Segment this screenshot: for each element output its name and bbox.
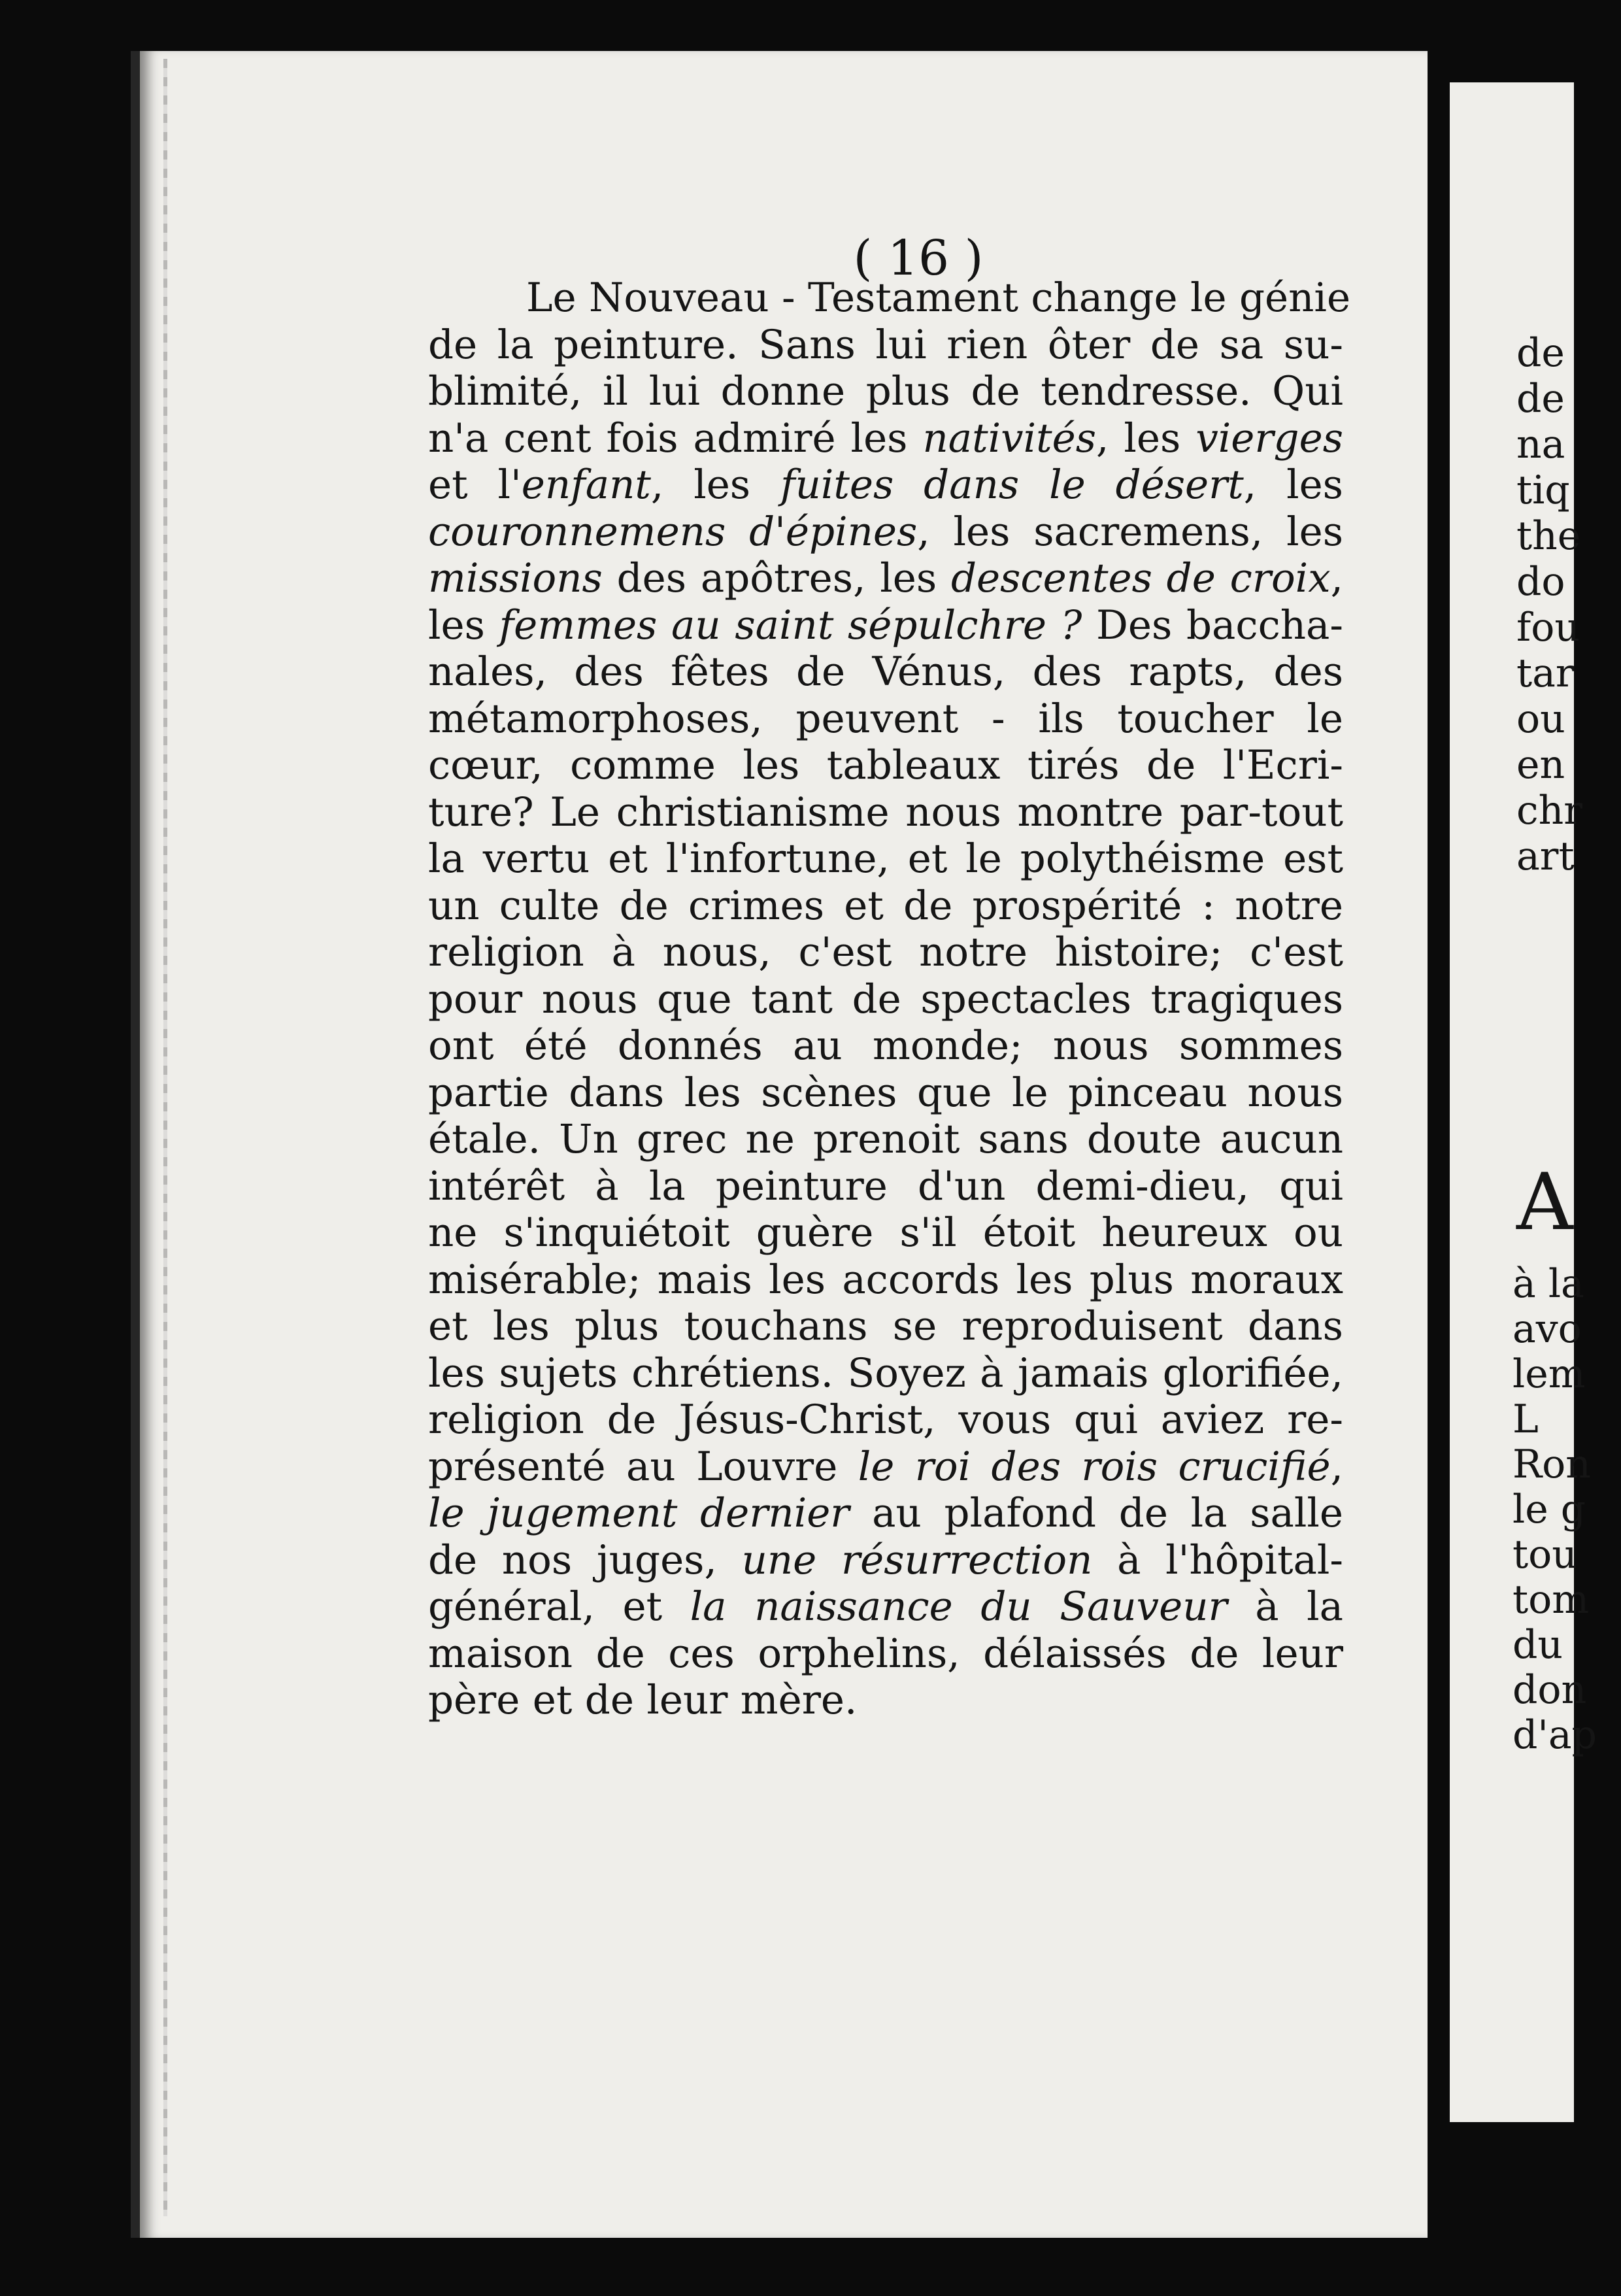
right-page-fragments-bottom xyxy=(1512,1262,1617,1758)
text-line xyxy=(428,1443,1343,1491)
text-line xyxy=(428,275,1351,322)
text-run: , xyxy=(1330,555,1343,601)
text-run: de nos juges, xyxy=(428,1536,742,1583)
right-page-fragments-top xyxy=(1516,330,1621,879)
text-run: blimité, il lui donne plus de tendresse. Qui xyxy=(428,368,1343,414)
text-line xyxy=(428,462,1343,509)
fragment: de xyxy=(1516,330,1565,376)
fragment: tar xyxy=(1516,650,1575,696)
text-line xyxy=(428,1537,1343,1584)
text-line xyxy=(428,415,1343,462)
text-run: n'a cent fois admiré les xyxy=(428,414,923,462)
text-line xyxy=(428,1396,1343,1443)
fragment: de xyxy=(1516,376,1565,422)
body-text xyxy=(428,275,1351,1724)
text-line xyxy=(428,1583,1343,1630)
text-run: Des baccha- xyxy=(1082,601,1344,649)
text-run: de la peinture. Sans lui rien ôter de sa su- xyxy=(428,321,1343,368)
text-line xyxy=(428,602,1343,649)
text-line xyxy=(428,836,1343,883)
italic-run: femmes au saint sépulchre ? xyxy=(499,601,1082,649)
text-run: la vertu et l'infortune, et le polythéisme est xyxy=(428,836,1343,882)
italic-run: enfant xyxy=(521,462,651,508)
text-run: les xyxy=(428,601,499,649)
fragment: the xyxy=(1516,513,1581,559)
text-run: présenté au Louvre xyxy=(428,1443,858,1490)
text-line xyxy=(428,976,1343,1023)
fragment: L xyxy=(1512,1396,1539,1442)
text-line xyxy=(428,1630,1343,1678)
text-run: père et de leur mère. xyxy=(428,1677,858,1723)
text-run: Le Nouveau - Testament change le génie xyxy=(526,275,1351,321)
text-line xyxy=(428,1490,1343,1537)
text-run: et les plus touchans se reproduisent dans xyxy=(428,1303,1343,1349)
fragment: à la xyxy=(1512,1261,1584,1307)
text-line xyxy=(428,789,1343,836)
fragment: tiq xyxy=(1516,467,1570,513)
text-run: , les xyxy=(1243,462,1343,508)
text-line xyxy=(428,1070,1343,1117)
text-run: misérable; mais les accords les plus moraux xyxy=(428,1256,1343,1303)
fragment: don xyxy=(1512,1667,1587,1713)
italic-run: nativités xyxy=(922,414,1097,462)
fragment: art xyxy=(1516,834,1575,879)
fragment: ou xyxy=(1516,696,1565,742)
fragment: Ron xyxy=(1512,1442,1591,1487)
fragment: chr xyxy=(1516,788,1582,834)
text-run: ture? Le christianisme nous montre par-tout xyxy=(428,788,1343,836)
text-run: religion à nous, c'est notre histoire; c'est xyxy=(428,929,1343,975)
text-run: étale. Un grec ne prenoit sans doute aucun xyxy=(428,1116,1343,1162)
text-run: et l' xyxy=(428,462,522,508)
fragment: na xyxy=(1516,422,1565,467)
text-run: nales, des fêtes de Vénus, des rapts, des xyxy=(428,649,1343,695)
text-run: ne s'inquiétoit guère s'il étoit heureux ou xyxy=(428,1209,1343,1256)
text-line xyxy=(428,509,1343,556)
text-run: au plafond de la salle xyxy=(849,1490,1344,1536)
italic-run: couronnemens d'épines xyxy=(428,508,918,555)
text-line xyxy=(428,1116,1343,1163)
fragment: tom xyxy=(1512,1577,1590,1623)
fragment: le g xyxy=(1512,1487,1586,1532)
text-line xyxy=(428,742,1343,789)
italic-run: le roi des rois crucifié xyxy=(858,1443,1331,1490)
text-run: maison de ces orphelins, délaissés de leur xyxy=(428,1630,1343,1677)
text-run: , les xyxy=(1096,414,1196,462)
page-number: ( 16 ) xyxy=(853,230,984,286)
text-line xyxy=(428,1163,1343,1210)
text-run: , xyxy=(1330,1443,1343,1490)
italic-run: missions xyxy=(428,555,603,601)
fragment: do xyxy=(1516,559,1565,605)
fragment: tou xyxy=(1512,1532,1577,1578)
text-run: intérêt à la peinture d'un demi-dieu, qui xyxy=(428,1162,1343,1209)
text-line xyxy=(428,1257,1343,1304)
text-line xyxy=(428,929,1343,976)
italic-run: vierges xyxy=(1195,414,1343,462)
text-run: à l'hôpital- xyxy=(1092,1536,1343,1583)
text-run: général, et xyxy=(428,1583,690,1630)
text-run: , les sacremens, les xyxy=(917,508,1343,555)
right-page-initial: A xyxy=(1516,1157,1573,1248)
fragment: d'ap xyxy=(1512,1712,1597,1758)
text-run: un culte de crimes et de prospérité : notre xyxy=(428,882,1343,929)
fragment: du xyxy=(1512,1622,1563,1668)
text-run: partie dans les scènes que le pinceau nous xyxy=(428,1069,1343,1116)
fragment: en xyxy=(1516,742,1565,788)
text-run: des apôtres, les xyxy=(602,555,951,601)
text-line xyxy=(428,696,1343,743)
text-line xyxy=(428,1022,1343,1070)
text-line xyxy=(428,649,1343,696)
text-line xyxy=(428,555,1343,602)
text-run: les sujets chrétiens. Soyez à jamais glorifiée, xyxy=(428,1349,1343,1396)
text-line xyxy=(428,883,1343,930)
text-run: métamorphoses, peuvent - ils toucher le xyxy=(428,695,1343,742)
text-line xyxy=(428,1303,1343,1350)
italic-run: la naissance du Sauveur xyxy=(690,1583,1228,1630)
text-line xyxy=(428,368,1343,415)
fragment: lem xyxy=(1512,1351,1586,1397)
text-line xyxy=(428,1677,1343,1724)
text-run: religion de Jésus-Christ, vous qui aviez re- xyxy=(428,1396,1343,1443)
text-line xyxy=(428,1209,1343,1257)
italic-run: descentes de croix xyxy=(950,555,1331,601)
italic-run: fuites dans le désert xyxy=(780,462,1244,508)
fragment: fou xyxy=(1516,605,1580,650)
page-edge-shadow xyxy=(163,59,167,2216)
italic-run: une résurrection xyxy=(741,1536,1093,1583)
text-run: ont été donnés au monde; nous sommes xyxy=(428,1022,1343,1069)
text-line xyxy=(428,322,1343,369)
text-run: , les xyxy=(650,462,780,508)
text-run: cœur, comme les tableaux tirés de l'Ecri- xyxy=(428,742,1343,788)
text-run: pour nous que tant de spectacles tragiques xyxy=(428,975,1343,1022)
text-run: à la xyxy=(1227,1583,1343,1630)
italic-run: le jugement dernier xyxy=(428,1490,850,1536)
text-line xyxy=(428,1350,1343,1397)
fragment: avo xyxy=(1512,1306,1582,1352)
